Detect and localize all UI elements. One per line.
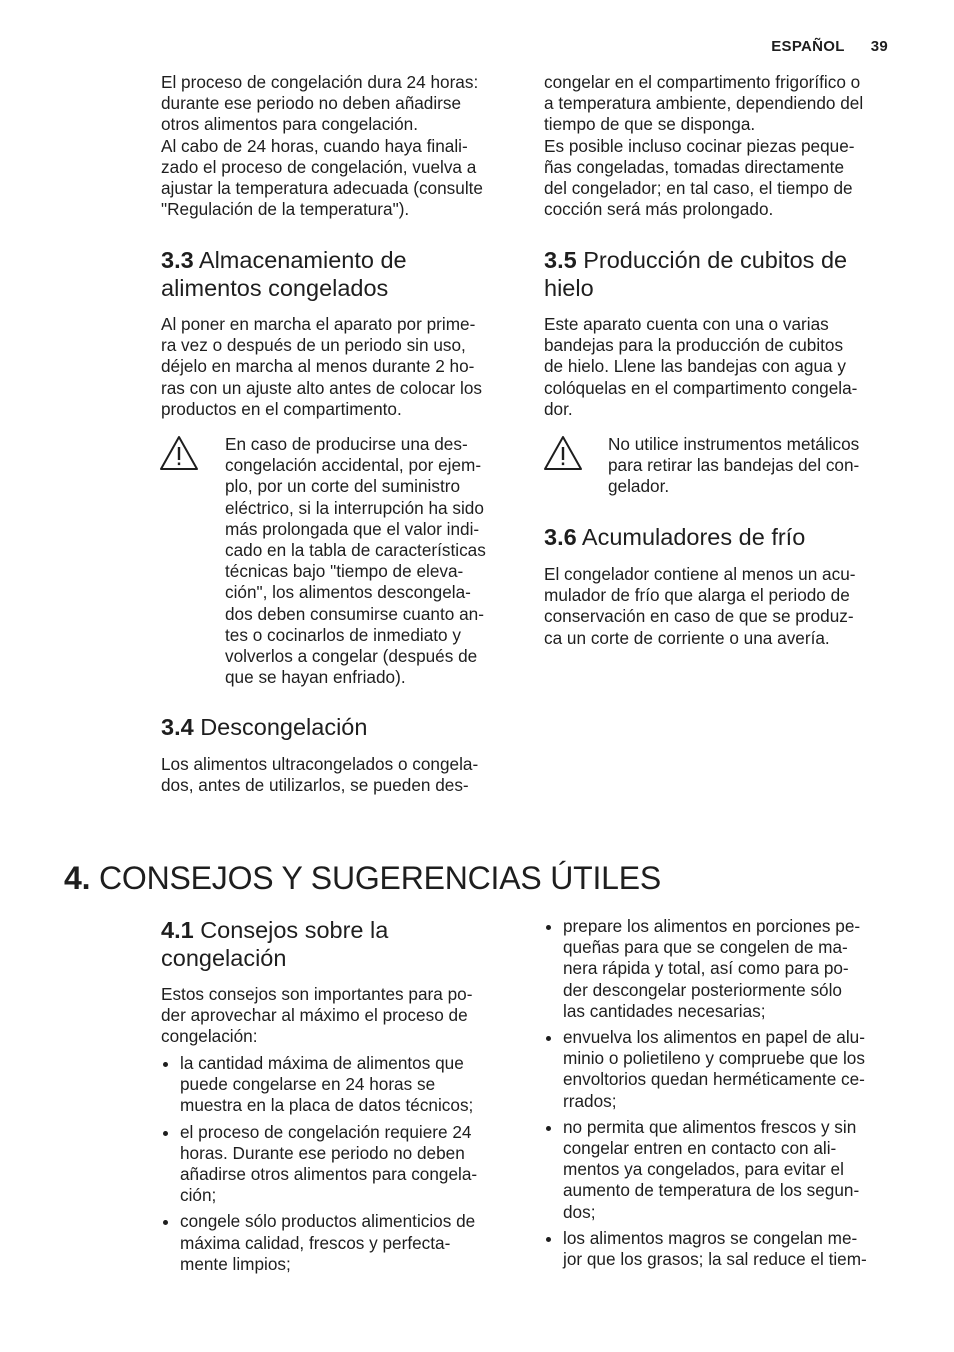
heading-line: hielo — [544, 275, 594, 301]
text-line: mente limpios; — [180, 1253, 291, 1274]
chapter-title: CONSEJOS Y SUGERENCIAS ÚTILES — [99, 860, 662, 896]
text-line: envoltorios quedan herméticamente ce- — [563, 1069, 865, 1090]
text-line: Este aparato cuenta con una o varias — [544, 314, 829, 334]
tips-list-left — [161, 1053, 513, 1280]
text-line: aumento de temperatura de los segun- — [563, 1180, 860, 1201]
section-3-6-body — [544, 564, 896, 649]
text-line: cocción será más prolongado. — [544, 199, 774, 220]
text-line: dos, antes de utilizarlos, se pueden des- — [161, 775, 469, 796]
text-line: tiempo de que se disponga. — [544, 114, 756, 135]
text-line: otros alimentos para congelación. — [161, 114, 419, 135]
text-line: dos; — [563, 1201, 596, 1222]
list-item — [161, 1122, 513, 1207]
intro-paragraph-left — [161, 72, 513, 220]
section-3-5-body — [544, 314, 896, 420]
text-line: Al cabo de 24 horas, cuando haya finali- — [161, 135, 468, 156]
text-line: añadirse otros alimentos para congela- — [180, 1164, 478, 1185]
list-item — [544, 916, 904, 1022]
section-number: 4.1 — [161, 917, 194, 943]
page-number: 39 — [870, 38, 888, 55]
heading-line: Consejos sobre la — [200, 917, 389, 943]
text-line: conservación en caso de que se produz- — [544, 606, 854, 627]
text-line: muestra en la placa de datos técnicos; — [180, 1095, 474, 1116]
text-line: mentos ya congelados, para evitar el — [563, 1159, 844, 1180]
text-line: jor que los grasos; la sal reduce el tiem- — [563, 1249, 867, 1270]
list-item — [544, 1228, 904, 1270]
section-4-1-intro — [161, 984, 513, 1048]
text-line: durante ese periodo no deben añadirse — [161, 93, 462, 114]
heading-line: alimentos congelados — [161, 275, 389, 301]
section-3-4-body — [161, 754, 513, 796]
text-line: horas. Durante ese periodo no deben — [180, 1142, 465, 1163]
text-line: gelador. — [608, 476, 670, 497]
text-line: En caso de producirse una des- — [225, 434, 468, 454]
text-line: ñas congeladas, tomadas directamente — [544, 156, 845, 177]
text-line: dor. — [544, 398, 573, 419]
list-item — [161, 1053, 513, 1117]
text-line: nera rápida y total, así como para po- — [563, 958, 849, 979]
text-line: el proceso de congelación requiere 24 — [180, 1121, 472, 1142]
heading-line: Descongelación — [200, 714, 368, 740]
text-line: ción", los alimentos descongela- — [225, 582, 471, 603]
text-line: cado en la tabla de características — [225, 540, 486, 561]
warning-text-3-5 — [608, 434, 898, 498]
text-line: Es posible incluso cocinar piezas peque- — [544, 135, 855, 156]
text-line: eléctrico, si la interrupción ha sido — [225, 497, 484, 518]
page-header — [771, 38, 888, 55]
text-line: productos en el compartimento. — [161, 398, 402, 419]
text-line: tes o cocinarlos de inmediato y — [225, 624, 461, 645]
text-line: más prolongada que el valor indi- — [225, 518, 480, 539]
text-line: que se hayan enfriado). — [225, 667, 406, 688]
section-3-3-body — [161, 314, 513, 420]
section-3-5-heading — [544, 246, 847, 302]
text-line: colóquelas en el compartimento congela- — [544, 377, 858, 398]
text-line: der descongelar posteriormente sólo — [563, 979, 842, 1000]
warning-text-3-3 — [225, 434, 515, 688]
chapter-4-heading — [64, 860, 661, 896]
text-line: del congelador; en tal caso, el tiempo de — [544, 178, 853, 199]
text-line: congelación accidental, por ejem- — [225, 455, 482, 476]
text-line: volverlos a congelar (después de — [225, 646, 478, 667]
text-line: congelar entren en contacto con ali- — [563, 1138, 837, 1159]
list-item — [544, 1027, 904, 1112]
text-line: No utilice instrumentos metálicos — [608, 434, 860, 454]
section-number: 3.6 — [544, 524, 577, 550]
warning-icon — [158, 434, 200, 472]
heading-line: Producción de cubitos de — [583, 247, 848, 273]
section-number: 3.5 — [544, 247, 577, 273]
text-line: mulador de frío que alarga el periodo de — [544, 585, 850, 606]
text-line: puede congelarse en 24 horas se — [180, 1074, 436, 1095]
text-line: máxima calidad, frescos y perfecta- — [180, 1232, 451, 1253]
text-line: El proceso de congelación dura 24 horas: — [161, 72, 479, 92]
text-line: zado el proceso de congelación, vuelva a — [161, 156, 477, 177]
list-item — [161, 1211, 513, 1275]
text-line: der aprovechar al máximo el proceso de — [161, 1005, 468, 1026]
text-line: la cantidad máxima de alimentos que — [180, 1053, 464, 1073]
text-line: ajustar la temperatura adecuada (consulte — [161, 178, 483, 199]
text-line: rrados; — [563, 1090, 617, 1111]
warning-icon — [542, 434, 584, 472]
text-line: técnicas bajo "tiempo de eleva- — [225, 561, 464, 582]
text-line: ra vez o después de un periodo sin uso, — [161, 335, 466, 356]
section-number: 3.3 — [161, 247, 194, 273]
text-line: las cantidades necesarias; — [563, 1000, 766, 1021]
text-line: ras con un ajuste alto antes de colocar los — [161, 377, 483, 398]
text-line: los alimentos magros se congelan me- — [563, 1227, 858, 1248]
text-line: queñas para que se congelen de ma- — [563, 937, 848, 958]
text-line: Al poner en marcha el aparato por prime- — [161, 314, 476, 334]
text-line: minio o polietileno y compruebe que los — [563, 1048, 865, 1069]
text-line: a temperatura ambiente, dependiendo del — [544, 93, 864, 114]
text-line: Estos consejos son importantes para po- — [161, 984, 473, 1004]
tips-list-right — [544, 916, 904, 1275]
text-line: "Regulación de la temperatura"). — [161, 199, 410, 220]
text-line: congele sólo productos alimenticios de — [180, 1211, 476, 1232]
intro-paragraph-right — [544, 72, 896, 220]
text-line: plo, por un corte del suministro — [225, 476, 461, 497]
text-line: para retirar las bandejas del con- — [608, 455, 860, 476]
header-language: ESPAÑOL — [771, 38, 845, 55]
heading-line: Almacenamiento de — [198, 247, 407, 273]
heading-line: Acumuladores de frío — [581, 524, 806, 550]
section-3-3-heading — [161, 246, 407, 302]
text-line: ción; — [180, 1185, 217, 1206]
text-line: congelación: — [161, 1026, 258, 1047]
chapter-number: 4. — [64, 860, 91, 896]
text-line: ca un corte de corriente o una avería. — [544, 627, 830, 648]
text-line: de hielo. Llene las bandejas con agua y — [544, 356, 846, 377]
text-line: no permita que alimentos frescos y sin — [563, 1116, 857, 1137]
text-line: Los alimentos ultracongelados o congela- — [161, 754, 479, 774]
text-line: déjelo en marcha al menos durante 2 ho- — [161, 356, 475, 377]
section-number: 3.4 — [161, 714, 194, 740]
section-3-4-heading — [161, 713, 367, 741]
heading-line: congelación — [161, 945, 287, 971]
section-3-6-heading — [544, 523, 805, 551]
section-4-1-heading — [161, 916, 388, 972]
text-line: congelar en el compartimento frigorífico o — [544, 72, 861, 92]
text-line: dos deben consumirse cuanto an- — [225, 603, 484, 624]
text-line: envuelva los alimentos en papel de alu- — [563, 1027, 865, 1048]
text-line: El congelador contiene al menos un acu- — [544, 564, 856, 584]
text-line: prepare los alimentos en porciones pe- — [563, 916, 861, 936]
list-item — [544, 1117, 904, 1223]
text-line: bandejas para la producción de cubitos — [544, 335, 844, 356]
